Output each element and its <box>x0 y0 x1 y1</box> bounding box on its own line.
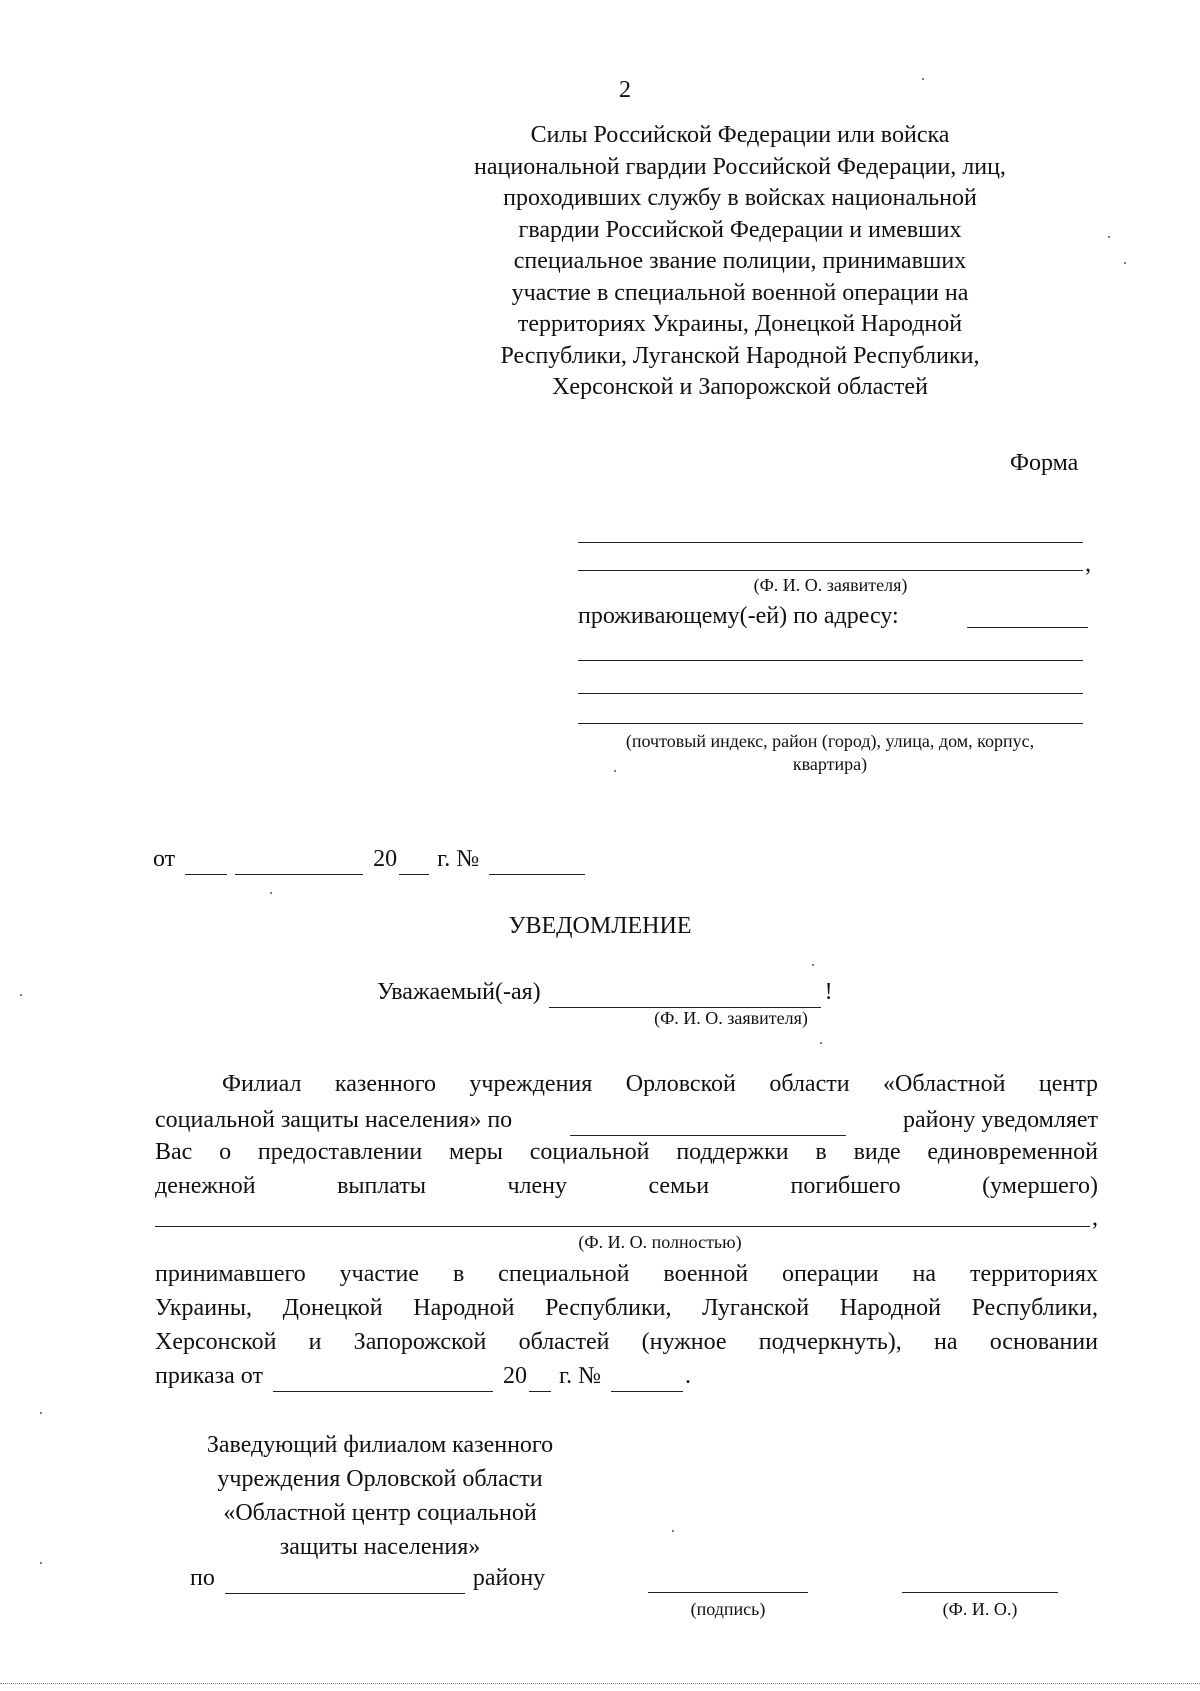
greeting-label: Уважаемый(-ая) <box>377 979 541 1005</box>
body-line-6: Украины, Донецкой Народной Республики, Луганской Народной Республики, <box>155 1295 1098 1321</box>
address-line-0 <box>967 627 1088 628</box>
header-line: Республики, Луганской Народной Республики, <box>500 342 980 369</box>
applicant-fio-caption: (Ф. И. О. заявителя) <box>753 575 908 595</box>
deceased-fio-comma: , <box>1092 1205 1098 1231</box>
signature-fio-caption: (Ф. И. О.) <box>942 1599 1018 1619</box>
address-line-1 <box>578 660 1083 661</box>
body-line-2 <box>155 1104 1098 1136</box>
order-end: . <box>685 1363 691 1389</box>
body-line-5: принимавшего участие в специальной военной операции на территориях <box>155 1261 1098 1287</box>
scan-speck <box>20 994 22 996</box>
scan-speck <box>614 770 616 772</box>
deceased-fio-line <box>155 1226 1090 1227</box>
residing-label: проживающему(-ей) по адресу: <box>578 603 899 629</box>
date-line <box>153 843 589 875</box>
greeting-exclaim: ! <box>824 979 833 1005</box>
signature-district: району <box>472 1565 546 1591</box>
scan-speck <box>1108 236 1110 238</box>
order-year-blank <box>529 1369 551 1392</box>
date-year-blank <box>399 852 429 875</box>
order-year: 20 <box>502 1363 527 1389</box>
header-line: гвардии Российской Федерации и имевших <box>518 216 962 243</box>
order-row <box>155 1360 691 1392</box>
body-line-2a: социальной защиты населения» по <box>155 1107 513 1133</box>
header-line: Херсонской и Запорожской областей <box>552 374 928 400</box>
greeting-fio-blank <box>549 985 821 1008</box>
order-number-label: г. № <box>558 1363 601 1389</box>
notice-title: УВЕДОМЛЕНИЕ <box>508 913 692 939</box>
form-label: Форма <box>1010 450 1079 476</box>
order-prefix: приказа от <box>155 1363 263 1389</box>
body-line-3: Вас о предоставлении меры социальной поддержки в виде единовременной <box>155 1139 1098 1165</box>
applicant-comma: , <box>1085 551 1091 577</box>
signature-fio-line <box>902 1592 1058 1593</box>
greeting-caption: (Ф. И. О. заявителя) <box>654 1008 808 1028</box>
address-line-2 <box>578 693 1083 694</box>
order-date-blank <box>273 1369 493 1392</box>
signature-position-line: защиты населения» <box>279 1534 481 1560</box>
body-line-7: Херсонской и Запорожской областей (нужное подчеркнуть), на основании <box>155 1329 1098 1355</box>
signature-position-line: учреждения Орловской области <box>217 1466 543 1492</box>
header-line: участие в специальной военной операции на <box>511 279 969 306</box>
header-line: Силы Российской Федерации или войска <box>530 122 950 148</box>
signature-district-row <box>190 1562 545 1594</box>
body-line-2b: району уведомляет <box>903 1107 1098 1133</box>
greeting-row <box>377 976 833 1008</box>
header-block <box>440 120 1040 404</box>
body-line-1: Филиал казенного учреждения Орловской области «Областной центр <box>222 1071 1098 1097</box>
signature-position-line: Заведующий филиалом казенного <box>206 1432 554 1458</box>
date-year-prefix: 20 <box>373 846 398 872</box>
body-line-4: денежной выплаты члену семьи погибшего (умершего) <box>155 1173 1098 1199</box>
signature-position <box>160 1428 600 1564</box>
scan-speck <box>922 78 924 80</box>
applicant-fio-line-2 <box>578 570 1083 571</box>
date-month-blank <box>235 852 363 875</box>
order-number-blank <box>611 1369 683 1392</box>
signature-po: по <box>190 1565 215 1591</box>
date-number-blank <box>489 852 585 875</box>
address-caption-1: (почтовый индекс, район (город), улица, дом, корпус, <box>625 731 1035 751</box>
header-line: специальное звание полиции, принимавших <box>513 248 967 274</box>
scan-speck <box>812 964 814 966</box>
date-number-label: г. № <box>437 846 480 872</box>
scan-speck <box>40 1562 42 1564</box>
scan-speck <box>270 892 272 894</box>
district-blank <box>570 1113 846 1136</box>
scan-edge <box>0 1683 1200 1684</box>
scan-speck <box>40 1412 42 1414</box>
address-caption-2: квартира) <box>792 754 868 774</box>
scan-speck <box>672 1530 674 1532</box>
date-day-blank <box>185 852 227 875</box>
signature-district-blank <box>225 1571 465 1594</box>
header-line: территориях Украины, Донецкой Народной <box>517 311 963 337</box>
signature-position-line: «Областной центр социальной <box>223 1500 537 1526</box>
deceased-fio-caption: (Ф. И. О. полностью) <box>578 1232 742 1252</box>
page-number: 2 <box>619 77 631 103</box>
header-line: национальной гвардии Российской Федерации, лиц, <box>474 153 1006 180</box>
scan-speck <box>820 1042 822 1044</box>
header-line: проходивших службу в войсках национальной <box>503 185 977 211</box>
scan-speck <box>1124 262 1126 264</box>
address-line-3 <box>578 723 1083 724</box>
signature-caption: (подпись) <box>690 1599 766 1619</box>
date-from: от <box>153 846 176 872</box>
signature-line <box>648 1592 808 1593</box>
applicant-fio-line-1 <box>578 542 1083 543</box>
